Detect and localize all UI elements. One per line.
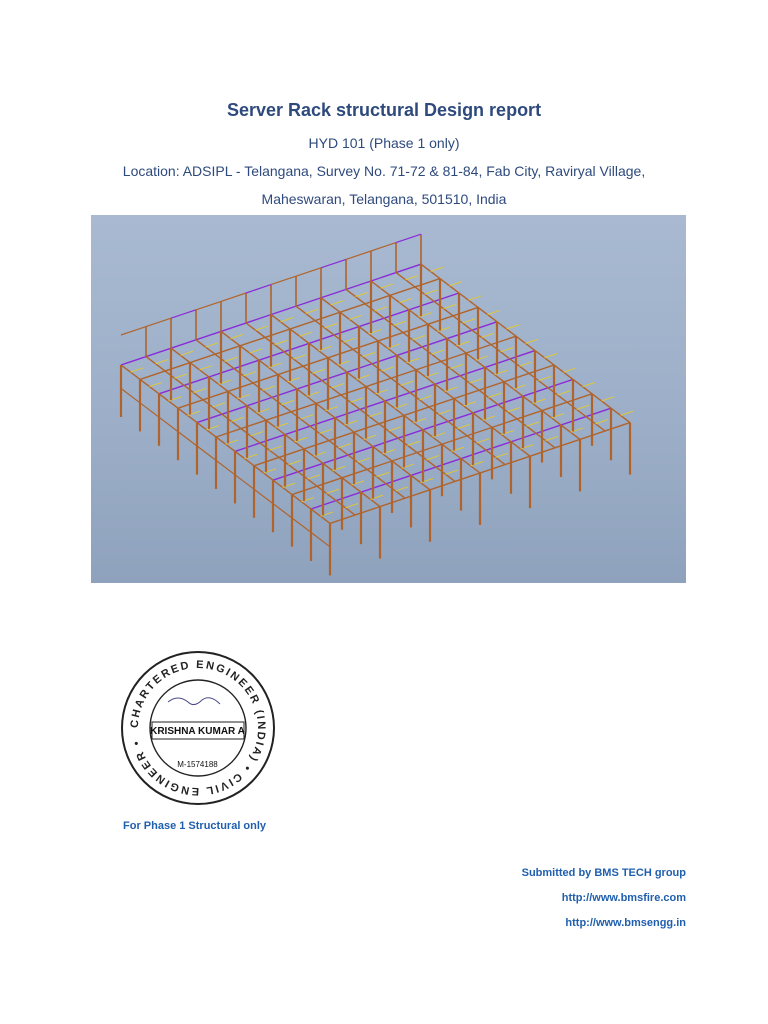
seal-ring-text: CHARTERED ENGINEER (INDIA) • CIVIL ENGINEER • — [128, 658, 268, 798]
structural-model-render — [91, 215, 686, 583]
bmsengg-link[interactable]: http://www.bmsengg.in — [565, 917, 686, 929]
submitted-by: Submitted by BMS TECH group — [521, 867, 686, 879]
structural-frame-render-icon — [91, 215, 686, 583]
seal-membership-number: M-1574188 — [177, 760, 218, 769]
project-code: HYD 101 (Phase 1 only) — [308, 135, 460, 151]
phase-note: For Phase 1 Structural only — [123, 820, 267, 832]
seal-name: KRISHNA KUMAR A — [150, 726, 245, 737]
signature-icon — [168, 698, 220, 705]
location-line-1: Location: ADSIPL - Telangana, Survey No. 71-72 & 81-84, Fab City, Raviryal Village, — [122, 163, 646, 179]
bmsfire-link[interactable]: http://www.bmsfire.com — [561, 892, 686, 904]
location-line-2: Maheswaran, Telangana, 501510, India — [261, 191, 507, 207]
report-title: Server Rack structural Design report — [226, 100, 542, 120]
